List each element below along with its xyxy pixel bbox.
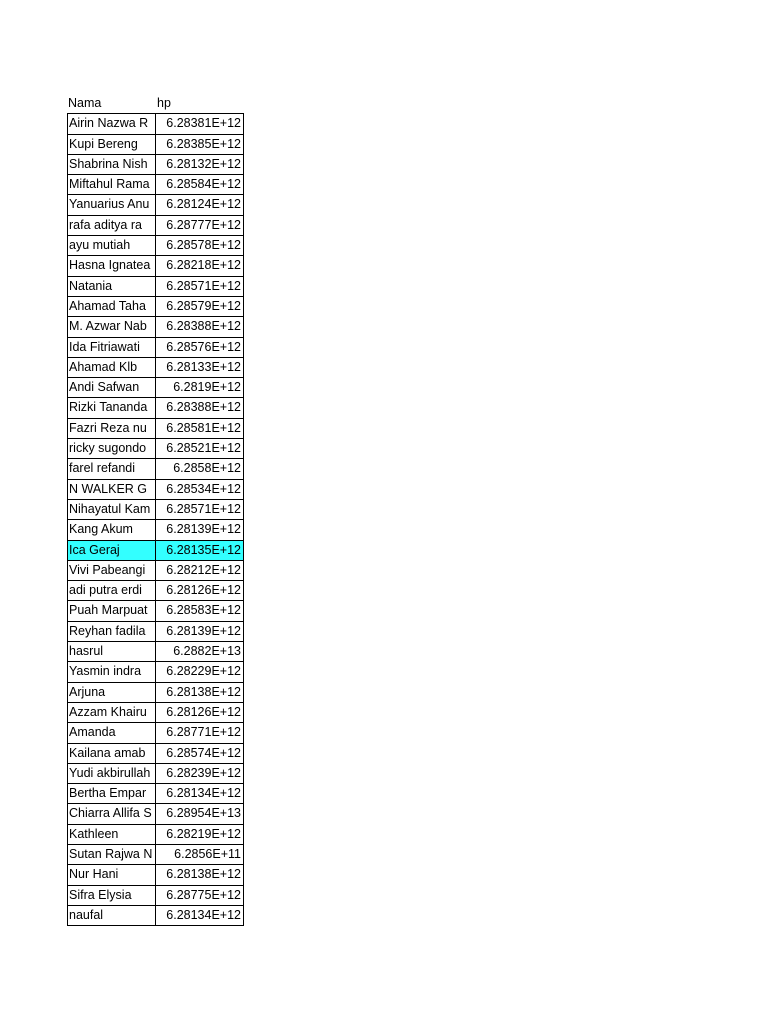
cell-nama[interactable]: Sifra Elysia xyxy=(68,886,156,905)
table-row[interactable] xyxy=(68,886,244,906)
cell-nama[interactable]: Yanuarius Anu xyxy=(68,195,156,214)
cell-hp[interactable]: 6.28771E+12 xyxy=(156,723,244,742)
cell-nama[interactable]: Azzam Khairu xyxy=(68,703,156,722)
table-row[interactable] xyxy=(68,175,244,195)
table-row[interactable] xyxy=(68,865,244,885)
cell-hp[interactable]: 6.28138E+12 xyxy=(156,865,244,884)
cell-nama[interactable]: Rizki Tananda xyxy=(68,398,156,417)
cell-hp[interactable]: 6.28583E+12 xyxy=(156,601,244,620)
cell-nama[interactable]: Fazri Reza nu xyxy=(68,419,156,438)
table-row[interactable] xyxy=(68,845,244,865)
table-row[interactable] xyxy=(68,500,244,520)
table-row[interactable] xyxy=(68,114,244,134)
table-row[interactable] xyxy=(68,622,244,642)
cell-hp[interactable]: 6.28578E+12 xyxy=(156,236,244,255)
cell-nama[interactable]: Vivi Pabeangi xyxy=(68,561,156,580)
cell-hp[interactable]: 6.28576E+12 xyxy=(156,338,244,357)
cell-nama[interactable]: ricky sugondo xyxy=(68,439,156,458)
cell-nama[interactable]: Andi Safwan xyxy=(68,378,156,397)
cell-hp[interactable]: 6.2819E+12 xyxy=(156,378,244,397)
cell-hp[interactable]: 6.28954E+13 xyxy=(156,804,244,823)
cell-nama[interactable]: M. Azwar Nab xyxy=(68,317,156,336)
table-row[interactable] xyxy=(68,662,244,682)
cell-hp[interactable]: 6.28229E+12 xyxy=(156,662,244,681)
cell-nama[interactable]: Ahamad Taha xyxy=(68,297,156,316)
cell-hp[interactable]: 6.28138E+12 xyxy=(156,683,244,702)
cell-hp[interactable]: 6.28239E+12 xyxy=(156,764,244,783)
table-row[interactable] xyxy=(68,601,244,621)
cell-nama[interactable]: hasrul xyxy=(68,642,156,661)
cell-hp[interactable]: 6.28126E+12 xyxy=(156,581,244,600)
column-header-hp[interactable]: hp xyxy=(157,96,171,110)
table-row[interactable] xyxy=(68,236,244,256)
table-row[interactable] xyxy=(68,906,244,926)
spreadsheet-table xyxy=(67,93,244,926)
table-row[interactable] xyxy=(68,520,244,540)
table-row[interactable] xyxy=(68,419,244,439)
table-row[interactable] xyxy=(68,804,244,824)
cell-nama[interactable]: Ahamad Klb xyxy=(68,358,156,377)
cell-nama[interactable]: Kathleen xyxy=(68,825,156,844)
cell-nama[interactable]: ayu mutiah xyxy=(68,236,156,255)
column-header-nama[interactable]: Nama xyxy=(68,96,102,110)
cell-hp[interactable]: 6.28139E+12 xyxy=(156,622,244,641)
cell-nama[interactable]: Natania xyxy=(68,277,156,296)
cell-nama[interactable]: Nihayatul Kam xyxy=(68,500,156,519)
cell-nama[interactable]: farel refandi xyxy=(68,459,156,478)
table-row[interactable] xyxy=(68,216,244,236)
cell-nama[interactable]: N WALKER G xyxy=(68,480,156,499)
cell-hp[interactable]: 6.28133E+12 xyxy=(156,358,244,377)
table-row[interactable] xyxy=(68,155,244,175)
cell-hp[interactable]: 6.28219E+12 xyxy=(156,825,244,844)
cell-hp[interactable]: 6.28139E+12 xyxy=(156,520,244,539)
table-row[interactable] xyxy=(68,256,244,276)
table-row[interactable] xyxy=(68,541,244,561)
cell-hp[interactable]: 6.28218E+12 xyxy=(156,256,244,275)
cell-hp[interactable]: 6.28775E+12 xyxy=(156,886,244,905)
table-row[interactable] xyxy=(68,338,244,358)
table-row[interactable] xyxy=(68,398,244,418)
cell-nama[interactable]: Yudi akbirullah xyxy=(68,764,156,783)
table-row[interactable] xyxy=(68,317,244,337)
cell-nama[interactable]: naufal xyxy=(68,906,156,925)
cell-hp[interactable]: 6.28134E+12 xyxy=(156,784,244,803)
table-row[interactable] xyxy=(68,581,244,601)
cell-hp[interactable]: 6.28579E+12 xyxy=(156,297,244,316)
table-row[interactable] xyxy=(68,378,244,398)
cell-nama[interactable]: Yasmin indra xyxy=(68,662,156,681)
cell-hp[interactable]: 6.28521E+12 xyxy=(156,439,244,458)
cell-nama[interactable]: Kupi Bereng xyxy=(68,135,156,154)
cell-nama[interactable]: Reyhan fadila xyxy=(68,622,156,641)
cell-hp[interactable]: 6.28777E+12 xyxy=(156,216,244,235)
table-row[interactable] xyxy=(68,459,244,479)
cell-nama[interactable]: Kailana amab xyxy=(68,744,156,763)
table-row[interactable] xyxy=(68,703,244,723)
cell-nama[interactable]: adi putra erdi xyxy=(68,581,156,600)
cell-nama[interactable]: Arjuna xyxy=(68,683,156,702)
cell-hp[interactable]: 6.28385E+12 xyxy=(156,135,244,154)
cell-nama[interactable]: Airin Nazwa R xyxy=(68,114,156,133)
cell-nama[interactable]: Hasna Ignatea xyxy=(68,256,156,275)
cell-nama[interactable]: Bertha Empar xyxy=(68,784,156,803)
cell-hp[interactable]: 6.28135E+12 xyxy=(156,541,244,560)
table-row[interactable] xyxy=(68,277,244,297)
cell-hp[interactable]: 6.28132E+12 xyxy=(156,155,244,174)
table-row[interactable] xyxy=(68,784,244,804)
cell-hp[interactable]: 6.28134E+12 xyxy=(156,906,244,925)
cell-nama[interactable]: Puah Marpuat xyxy=(68,601,156,620)
cell-hp[interactable]: 6.28388E+12 xyxy=(156,317,244,336)
table-row[interactable] xyxy=(68,480,244,500)
cell-hp[interactable]: 6.28534E+12 xyxy=(156,480,244,499)
table-row[interactable] xyxy=(68,297,244,317)
table-row[interactable] xyxy=(68,723,244,743)
cell-hp[interactable]: 6.28581E+12 xyxy=(156,419,244,438)
cell-hp[interactable]: 6.28124E+12 xyxy=(156,195,244,214)
cell-hp[interactable]: 6.28388E+12 xyxy=(156,398,244,417)
cell-nama[interactable]: Shabrina Nish xyxy=(68,155,156,174)
cell-hp[interactable]: 6.28571E+12 xyxy=(156,277,244,296)
table-body xyxy=(67,113,244,926)
cell-hp[interactable]: 6.2858E+12 xyxy=(156,459,244,478)
cell-nama[interactable]: rafa aditya ra xyxy=(68,216,156,235)
cell-nama[interactable]: Chiarra Allifa S xyxy=(68,804,156,823)
cell-nama[interactable]: Amanda xyxy=(68,723,156,742)
cell-nama[interactable]: Kang Akum xyxy=(68,520,156,539)
table-row[interactable] xyxy=(68,358,244,378)
cell-hp[interactable]: 6.2882E+13 xyxy=(156,642,244,661)
cell-nama[interactable]: Ida Fitriawati xyxy=(68,338,156,357)
table-row[interactable] xyxy=(68,135,244,155)
table-row[interactable] xyxy=(68,744,244,764)
header-row xyxy=(67,93,244,113)
cell-hp[interactable]: 6.28584E+12 xyxy=(156,175,244,194)
table-row[interactable] xyxy=(68,764,244,784)
cell-hp[interactable]: 6.28574E+12 xyxy=(156,744,244,763)
table-row[interactable] xyxy=(68,195,244,215)
cell-hp[interactable]: 6.28126E+12 xyxy=(156,703,244,722)
cell-nama[interactable]: Nur Hani xyxy=(68,865,156,884)
table-row[interactable] xyxy=(68,683,244,703)
table-row[interactable] xyxy=(68,825,244,845)
table-row[interactable] xyxy=(68,642,244,662)
cell-hp[interactable]: 6.2856E+11 xyxy=(156,845,244,864)
table-row[interactable] xyxy=(68,439,244,459)
cell-nama[interactable]: Miftahul Rama xyxy=(68,175,156,194)
cell-hp[interactable]: 6.28381E+12 xyxy=(156,114,244,133)
cell-nama[interactable]: Sutan Rajwa N xyxy=(68,845,156,864)
cell-hp[interactable]: 6.28212E+12 xyxy=(156,561,244,580)
cell-nama[interactable]: Ica Geraj xyxy=(68,541,156,560)
cell-hp[interactable]: 6.28571E+12 xyxy=(156,500,244,519)
table-row[interactable] xyxy=(68,561,244,581)
